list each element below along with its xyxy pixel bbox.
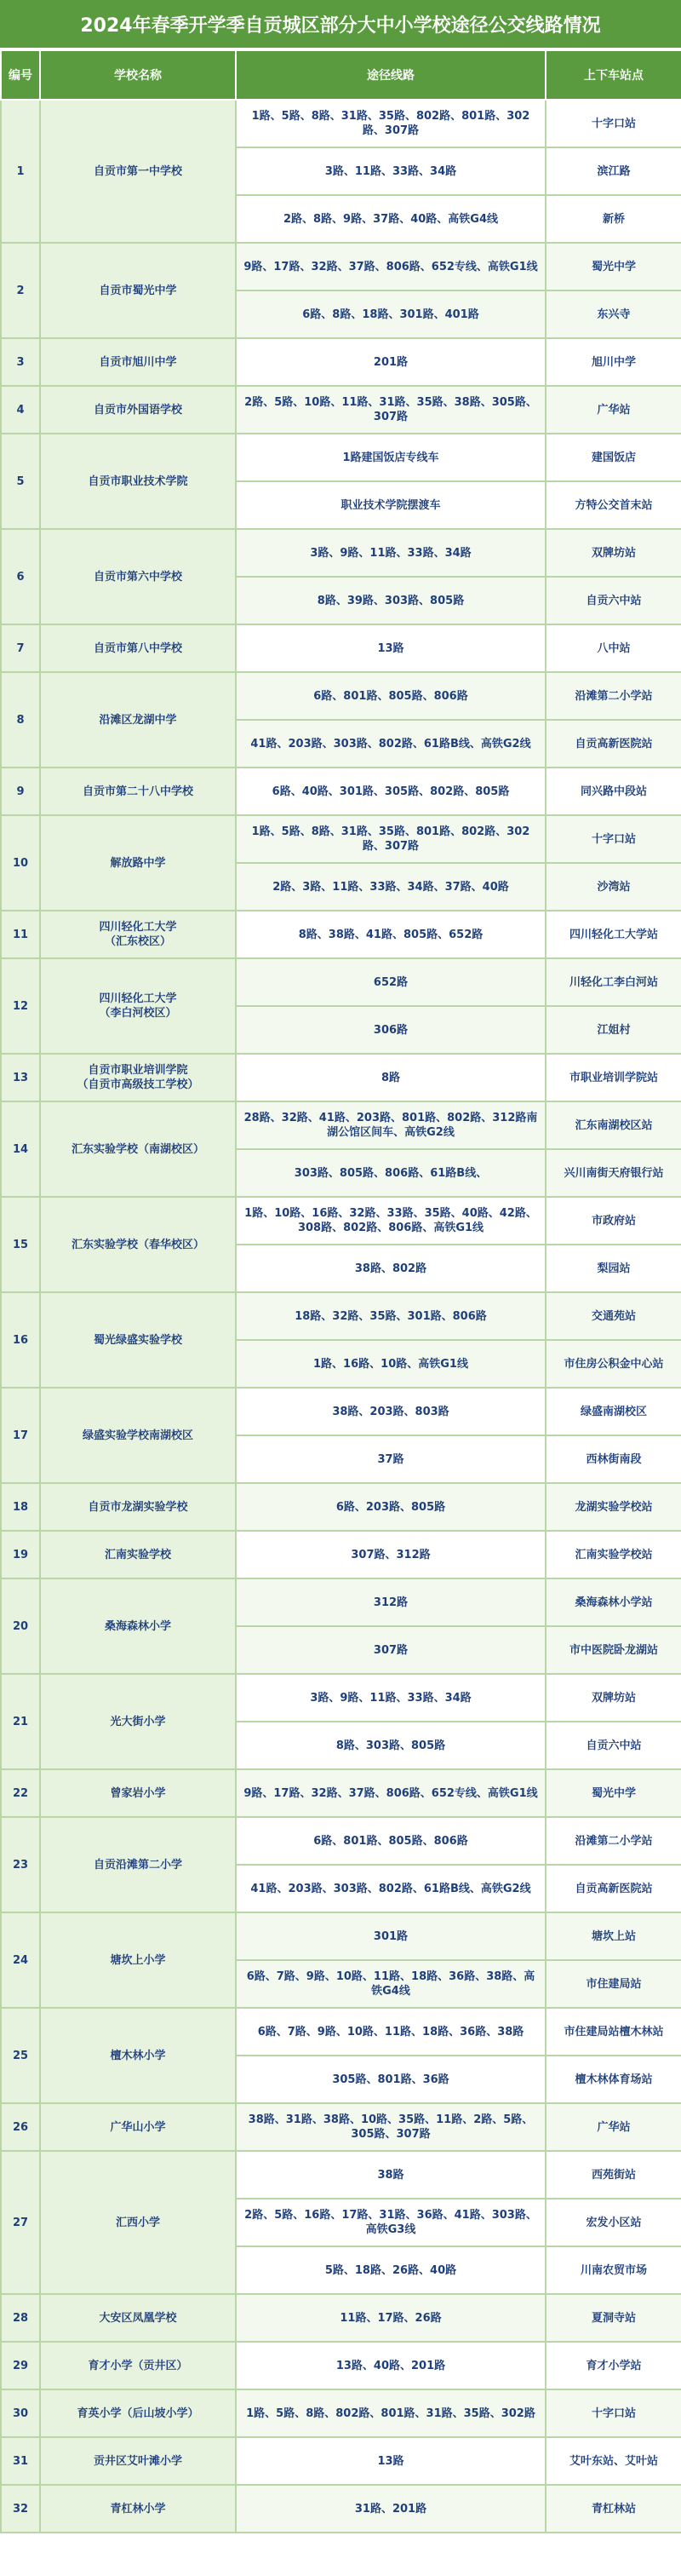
- bus-stop: 夏洞寺站: [546, 2294, 681, 2342]
- school-name: 沿滩区龙湖中学: [40, 672, 236, 768]
- school-name: 自贡市第二十八中学校: [40, 768, 236, 815]
- school-name: 桑海森林小学: [40, 1578, 236, 1674]
- route-lines: 1路、10路、16路、32路、33路、35路、40路、42路、308路、802路、806路、高铁G1线: [236, 1197, 546, 1245]
- school-name: 自贡市第八中学校: [40, 624, 236, 672]
- route-lines: 307路: [236, 1626, 546, 1674]
- school-name: 绿盛实验学校南湖校区: [40, 1388, 236, 1483]
- table-row: [1, 1197, 681, 1245]
- route-lines: 9路、17路、32路、37路、806路、652专线、高铁G1线: [236, 243, 546, 290]
- bus-stop: 梨园站: [546, 1245, 681, 1292]
- school-name: 曾家岩小学: [40, 1769, 236, 1817]
- route-lines: 8路、38路、41路、805路、652路: [236, 911, 546, 958]
- school-number: 2: [1, 243, 40, 338]
- route-lines: 11路、17路、26路: [236, 2294, 546, 2342]
- table-row: [1, 1483, 681, 1531]
- bus-stop: 绿盛南湖校区: [546, 1388, 681, 1435]
- school-number: 20: [1, 1578, 40, 1674]
- bus-stop: 川轻化工李白河站: [546, 958, 681, 1006]
- bus-stop: 江姐村: [546, 1006, 681, 1054]
- route-lines: 1路、5路、8路、802路、801路、31路、35路、302路: [236, 2389, 546, 2437]
- bus-stop: 自贡高新医院站: [546, 720, 681, 768]
- table-header-row: [1, 50, 681, 100]
- route-lines: 职业技术学院摆渡车: [236, 481, 546, 529]
- bus-stop: 桑海森林小学站: [546, 1578, 681, 1626]
- school-number: 26: [1, 2103, 40, 2151]
- route-lines: 303路、805路、806路、61路B线、: [236, 1149, 546, 1197]
- table-row: [1, 911, 681, 958]
- route-lines: 3路、9路、11路、33路、34路: [236, 1674, 546, 1722]
- route-lines: 2路、8路、9路、37路、40路、高铁G4线: [236, 195, 546, 243]
- table-row: [1, 1054, 681, 1101]
- school-number: 17: [1, 1388, 40, 1483]
- table-row: [1, 624, 681, 672]
- bus-stop: 滨江路: [546, 147, 681, 195]
- table-row: [1, 243, 681, 290]
- table-row: [1, 1817, 681, 1865]
- school-name: 自贡市第一中学校: [40, 100, 236, 243]
- table-row: [1, 2342, 681, 2389]
- route-lines: 13路、40路、201路: [236, 2342, 546, 2389]
- table-row: [1, 2151, 681, 2199]
- header-number: 编号: [1, 50, 40, 100]
- route-lines: 37路: [236, 1435, 546, 1483]
- table-row: [1, 338, 681, 386]
- school-name: 自贡市第六中学校: [40, 529, 236, 624]
- route-lines: 1路、5路、8路、31路、35路、802路、801路、302路、307路: [236, 100, 546, 147]
- route-lines: 6路、801路、805路、806路: [236, 1817, 546, 1865]
- bus-route-table: [0, 49, 681, 2533]
- bus-stop: 新桥: [546, 195, 681, 243]
- bus-stop: 同兴路中段站: [546, 768, 681, 815]
- table-row: [1, 2437, 681, 2485]
- school-name: 广华山小学: [40, 2103, 236, 2151]
- bus-stop: 兴川南街天府银行站: [546, 1149, 681, 1197]
- table-row: [1, 1292, 681, 1340]
- bus-stop: 青杠林站: [546, 2485, 681, 2533]
- route-lines: 6路、203路、805路: [236, 1483, 546, 1531]
- bus-stop: 汇南实验学校站: [546, 1531, 681, 1578]
- school-number: 8: [1, 672, 40, 768]
- page-title: 2024年春季开学季自贡城区部分大中小学校途径公交线路情况: [0, 0, 681, 49]
- route-lines: 3路、11路、33路、34路: [236, 147, 546, 195]
- school-number: 4: [1, 386, 40, 434]
- bus-stop: 蜀光中学: [546, 243, 681, 290]
- school-number: 5: [1, 434, 40, 529]
- school-name: 解放路中学: [40, 815, 236, 911]
- school-number: 13: [1, 1054, 40, 1101]
- school-number: 15: [1, 1197, 40, 1292]
- school-name: 四川轻化工大学 （汇东校区）: [40, 911, 236, 958]
- school-name: 青杠林小学: [40, 2485, 236, 2533]
- bus-stop: 龙湖实验学校站: [546, 1483, 681, 1531]
- route-lines: 2路、5路、16路、17路、31路、36路、41路、303路、高铁G3线: [236, 2199, 546, 2246]
- bus-stop: 市住房公积金中心站: [546, 1340, 681, 1388]
- school-number: 16: [1, 1292, 40, 1388]
- school-number: 24: [1, 1912, 40, 2008]
- school-name: 四川轻化工大学 （李白河校区）: [40, 958, 236, 1054]
- school-name: 汇东实验学校（南湖校区）: [40, 1101, 236, 1197]
- bus-stop: 宏发小区站: [546, 2199, 681, 2246]
- table-row: [1, 1912, 681, 1960]
- school-name: 塘坎上小学: [40, 1912, 236, 2008]
- route-lines: 6路、7路、9路、10路、11路、18路、36路、38路: [236, 2008, 546, 2056]
- route-lines: 1路、16路、10路、高铁G1线: [236, 1340, 546, 1388]
- school-number: 29: [1, 2342, 40, 2389]
- route-lines: 312路: [236, 1578, 546, 1626]
- school-number: 9: [1, 768, 40, 815]
- table-body: [1, 100, 681, 2533]
- bus-stop: 西林街南段: [546, 1435, 681, 1483]
- table-row: [1, 672, 681, 720]
- route-lines: 8路: [236, 1054, 546, 1101]
- route-lines: 2路、5路、10路、11路、31路、35路、38路、305路、307路: [236, 386, 546, 434]
- bus-stop: 艾叶东站、艾叶站: [546, 2437, 681, 2485]
- route-lines: 8路、39路、303路、805路: [236, 577, 546, 624]
- header-stop: 上下车站点: [546, 50, 681, 100]
- route-lines: 41路、203路、303路、802路、61路B线、高铁G2线: [236, 1865, 546, 1912]
- bus-stop: 蜀光中学: [546, 1769, 681, 1817]
- bus-stop: 八中站: [546, 624, 681, 672]
- header-route: 途径线路: [236, 50, 546, 100]
- table-row: [1, 1769, 681, 1817]
- route-lines: 41路、203路、303路、802路、61路B线、高铁G2线: [236, 720, 546, 768]
- school-number: 10: [1, 815, 40, 911]
- route-lines: 6路、801路、805路、806路: [236, 672, 546, 720]
- table-row: [1, 1101, 681, 1149]
- bus-stop: 广华站: [546, 2103, 681, 2151]
- school-name: 大安区凤凰学校: [40, 2294, 236, 2342]
- route-lines: 13路: [236, 624, 546, 672]
- bus-stop: 市职业培训学院站: [546, 1054, 681, 1101]
- school-name: 光大街小学: [40, 1674, 236, 1769]
- school-name: 育才小学（贡井区）: [40, 2342, 236, 2389]
- school-name: 自贡市职业技术学院: [40, 434, 236, 529]
- route-lines: 38路、203路、803路: [236, 1388, 546, 1435]
- bus-stop: 东兴寺: [546, 290, 681, 338]
- route-lines: 1路建国饭店专线车: [236, 434, 546, 481]
- bus-stop: 方特公交首末站: [546, 481, 681, 529]
- school-number: 1: [1, 100, 40, 243]
- bus-stop: 沿滩第二小学站: [546, 672, 681, 720]
- school-name: 汇南实验学校: [40, 1531, 236, 1578]
- route-lines: 307路、312路: [236, 1531, 546, 1578]
- route-lines: 9路、17路、32路、37路、806路、652专线、高铁G1线: [236, 1769, 546, 1817]
- school-number: 19: [1, 1531, 40, 1578]
- route-lines: 306路: [236, 1006, 546, 1054]
- bus-stop: 自贡六中站: [546, 1722, 681, 1769]
- school-number: 25: [1, 2008, 40, 2103]
- table-row: [1, 434, 681, 481]
- bus-stop: 自贡六中站: [546, 577, 681, 624]
- route-lines: 18路、32路、35路、301路、806路: [236, 1292, 546, 1340]
- table-row: [1, 386, 681, 434]
- bus-stop: 广华站: [546, 386, 681, 434]
- school-number: 32: [1, 2485, 40, 2533]
- school-name: 自贡市外国语学校: [40, 386, 236, 434]
- school-number: 3: [1, 338, 40, 386]
- route-lines: 38路: [236, 2151, 546, 2199]
- bus-stop: 西苑街站: [546, 2151, 681, 2199]
- table-row: [1, 1674, 681, 1722]
- school-name: 汇东实验学校（春华校区）: [40, 1197, 236, 1292]
- school-number: 21: [1, 1674, 40, 1769]
- school-number: 12: [1, 958, 40, 1054]
- bus-stop: 育才小学站: [546, 2342, 681, 2389]
- school-number: 11: [1, 911, 40, 958]
- table-row: [1, 2103, 681, 2151]
- bus-stop: 沿滩第二小学站: [546, 1817, 681, 1865]
- bus-stop: 十字口站: [546, 2389, 681, 2437]
- school-number: 7: [1, 624, 40, 672]
- bus-stop: 檀木林体育场站: [546, 2056, 681, 2103]
- bus-stop: 川南农贸市场: [546, 2246, 681, 2294]
- school-name: 汇西小学: [40, 2151, 236, 2294]
- school-number: 30: [1, 2389, 40, 2437]
- route-lines: 2路、3路、11路、33路、34路、37路、40路: [236, 863, 546, 911]
- bus-stop: 自贡高新医院站: [546, 1865, 681, 1912]
- table-row: [1, 2008, 681, 2056]
- bus-stop: 汇东南湖校区站: [546, 1101, 681, 1149]
- header-school: 学校名称: [40, 50, 236, 100]
- bus-stop: 四川轻化工大学站: [546, 911, 681, 958]
- school-number: 31: [1, 2437, 40, 2485]
- school-name: 贡井区艾叶滩小学: [40, 2437, 236, 2485]
- route-lines: 301路: [236, 1912, 546, 1960]
- school-name: 自贡市旭川中学: [40, 338, 236, 386]
- school-name: 自贡市蜀光中学: [40, 243, 236, 338]
- school-number: 6: [1, 529, 40, 624]
- bus-stop: 塘坎上站: [546, 1912, 681, 1960]
- table-row: [1, 2485, 681, 2533]
- school-number: 14: [1, 1101, 40, 1197]
- bus-stop: 沙湾站: [546, 863, 681, 911]
- table-row: [1, 2294, 681, 2342]
- route-lines: 201路: [236, 338, 546, 386]
- table-row: [1, 2389, 681, 2437]
- table-row: [1, 100, 681, 147]
- route-lines: 13路: [236, 2437, 546, 2485]
- route-lines: 31路、201路: [236, 2485, 546, 2533]
- route-lines: 5路、18路、26路、40路: [236, 2246, 546, 2294]
- route-lines: 28路、32路、41路、203路、801路、802路、312路南湖公馆区间车、高铁G2线: [236, 1101, 546, 1149]
- bus-stop: 旭川中学: [546, 338, 681, 386]
- bus-stop: 十字口站: [546, 100, 681, 147]
- table-row: [1, 768, 681, 815]
- bus-stop: 市政府站: [546, 1197, 681, 1245]
- school-number: 27: [1, 2151, 40, 2294]
- bus-stop: 双牌坊站: [546, 1674, 681, 1722]
- table-row: [1, 958, 681, 1006]
- route-lines: 1路、5路、8路、31路、35路、801路、802路、302路、307路: [236, 815, 546, 863]
- school-number: 18: [1, 1483, 40, 1531]
- route-lines: 6路、7路、9路、10路、11路、18路、36路、38路、高铁G4线: [236, 1960, 546, 2008]
- school-name: 蜀光绿盛实验学校: [40, 1292, 236, 1388]
- school-number: 28: [1, 2294, 40, 2342]
- table-row: [1, 815, 681, 863]
- bus-stop: 市住建局站: [546, 1960, 681, 2008]
- route-lines: 652路: [236, 958, 546, 1006]
- route-lines: 6路、8路、18路、301路、401路: [236, 290, 546, 338]
- bus-stop: 交通苑站: [546, 1292, 681, 1340]
- route-lines: 305路、801路、36路: [236, 2056, 546, 2103]
- route-lines: 38路、31路、38路、10路、35路、11路、2路、5路、305路、307路: [236, 2103, 546, 2151]
- table-row: [1, 1388, 681, 1435]
- route-lines: 8路、303路、805路: [236, 1722, 546, 1769]
- school-number: 22: [1, 1769, 40, 1817]
- school-name: 自贡市职业培训学院 （自贡市高级技工学校）: [40, 1054, 236, 1101]
- table-row: [1, 1531, 681, 1578]
- bus-stop: 双牌坊站: [546, 529, 681, 577]
- school-name: 自贡沿滩第二小学: [40, 1817, 236, 1912]
- table-row: [1, 529, 681, 577]
- table-row: [1, 1578, 681, 1626]
- bus-stop: 市住建局站檀木林站: [546, 2008, 681, 2056]
- bus-stop: 市中医院卧龙湖站: [546, 1626, 681, 1674]
- school-number: 23: [1, 1817, 40, 1912]
- school-name: 自贡市龙湖实验学校: [40, 1483, 236, 1531]
- school-name: 檀木林小学: [40, 2008, 236, 2103]
- route-lines: 6路、40路、301路、305路、802路、805路: [236, 768, 546, 815]
- bus-stop: 建国饭店: [546, 434, 681, 481]
- school-name: 育英小学（后山坡小学）: [40, 2389, 236, 2437]
- bus-stop: 十字口站: [546, 815, 681, 863]
- route-lines: 38路、802路: [236, 1245, 546, 1292]
- route-lines: 3路、9路、11路、33路、34路: [236, 529, 546, 577]
